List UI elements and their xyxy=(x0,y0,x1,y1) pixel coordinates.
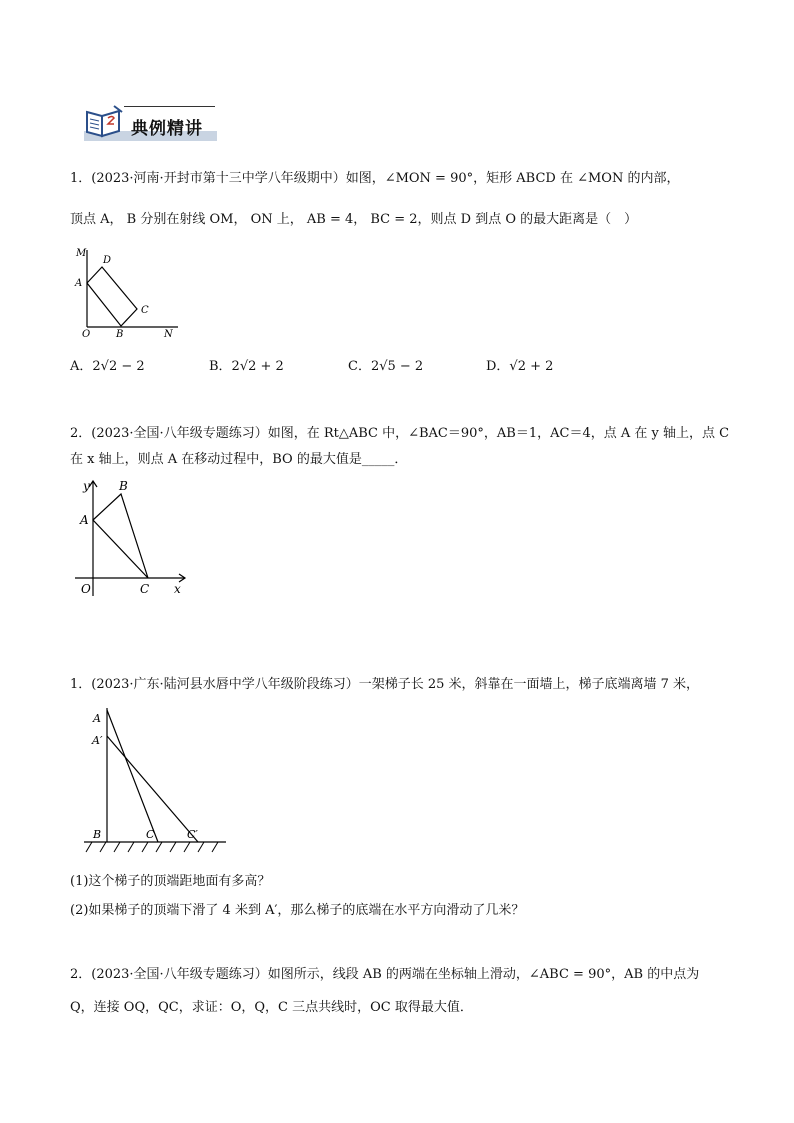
header-rule xyxy=(124,106,215,107)
label-a: A xyxy=(93,712,101,725)
label-a: A xyxy=(80,513,89,527)
label-n: N xyxy=(164,329,173,340)
label-d: D xyxy=(103,255,112,266)
q3-sub1: (1)这个梯子的顶端距地面有多高？ xyxy=(70,874,271,889)
label-x: x xyxy=(174,582,181,596)
book-icon xyxy=(84,104,124,138)
q4-line2: Q，连接 OQ，QC，求证：O，Q，C 三点共线时，OC 取得最大值． xyxy=(70,1000,473,1015)
q1-option-d: D．√2 + 2 xyxy=(486,359,554,374)
label-b: B xyxy=(93,828,102,841)
label-y: y xyxy=(83,479,90,493)
q3-line1: 1．(2023·广东·陆河县水唇中学八年级阶段练习）一架梯子长 25 米，斜靠在一面墙上，梯子底端离墙 7 米， xyxy=(70,677,700,692)
rectangle-abcd xyxy=(87,267,137,326)
label-a-prime: A′ xyxy=(92,734,103,747)
q1-option-a: A．2√2 − 2 xyxy=(70,359,145,374)
label-o: O xyxy=(81,582,91,596)
q1-option-c: C．2√5 − 2 xyxy=(348,359,424,374)
q3-figure xyxy=(84,700,229,860)
label-c: C xyxy=(140,582,150,596)
label-a: A xyxy=(75,278,83,289)
label-c: C xyxy=(141,305,149,316)
q1-line2: 顶点 A， B 分别在射线 OM， ON 上， AB = 4， BC = 2，则点 D 到点 O 的最大距离是（ ） xyxy=(70,212,638,227)
q1-line1: 1．(2023·河南·开封市第十三中学八年级期中）如图，∠MON = 90°，矩形 ABCD 在 ∠MON 的内部， xyxy=(70,171,680,186)
q1-figure xyxy=(70,245,185,340)
label-b: B xyxy=(116,329,124,340)
q2-line2: 在 x 轴上，则点 A 在移动过程中，BO 的最大值是_____． xyxy=(70,452,408,467)
q2-figure xyxy=(75,476,195,598)
ground-hatching xyxy=(86,842,218,852)
label-m: M xyxy=(76,248,87,259)
label-c-prime: C′ xyxy=(187,828,198,841)
ladder-original xyxy=(107,710,158,842)
q3-sub2: (2)如果梯子的顶端下滑了 4 米到 A′，那么梯子的底端在水平方向滑动了几米？ xyxy=(70,903,525,918)
label-c: C xyxy=(146,828,155,841)
label-o: O xyxy=(82,329,91,340)
section-title: 典例精讲 xyxy=(131,119,203,139)
q4-line1: 2．(2023·全国·八年级专题练习）如图所示，线段 AB 的两端在坐标轴上滑动，∠ABC = 90°，AB 的中点为 xyxy=(70,967,700,982)
triangle-abc xyxy=(93,494,148,578)
label-b: B xyxy=(119,479,128,493)
q2-line1: 2．(2023·全国·八年级专题练习）如图，在 Rt△ABC 中，∠BAC＝90°，AB＝1，AC＝4，点 A 在 y 轴上，点 C xyxy=(70,426,730,441)
q1-option-b: B．2√2 + 2 xyxy=(209,359,284,374)
